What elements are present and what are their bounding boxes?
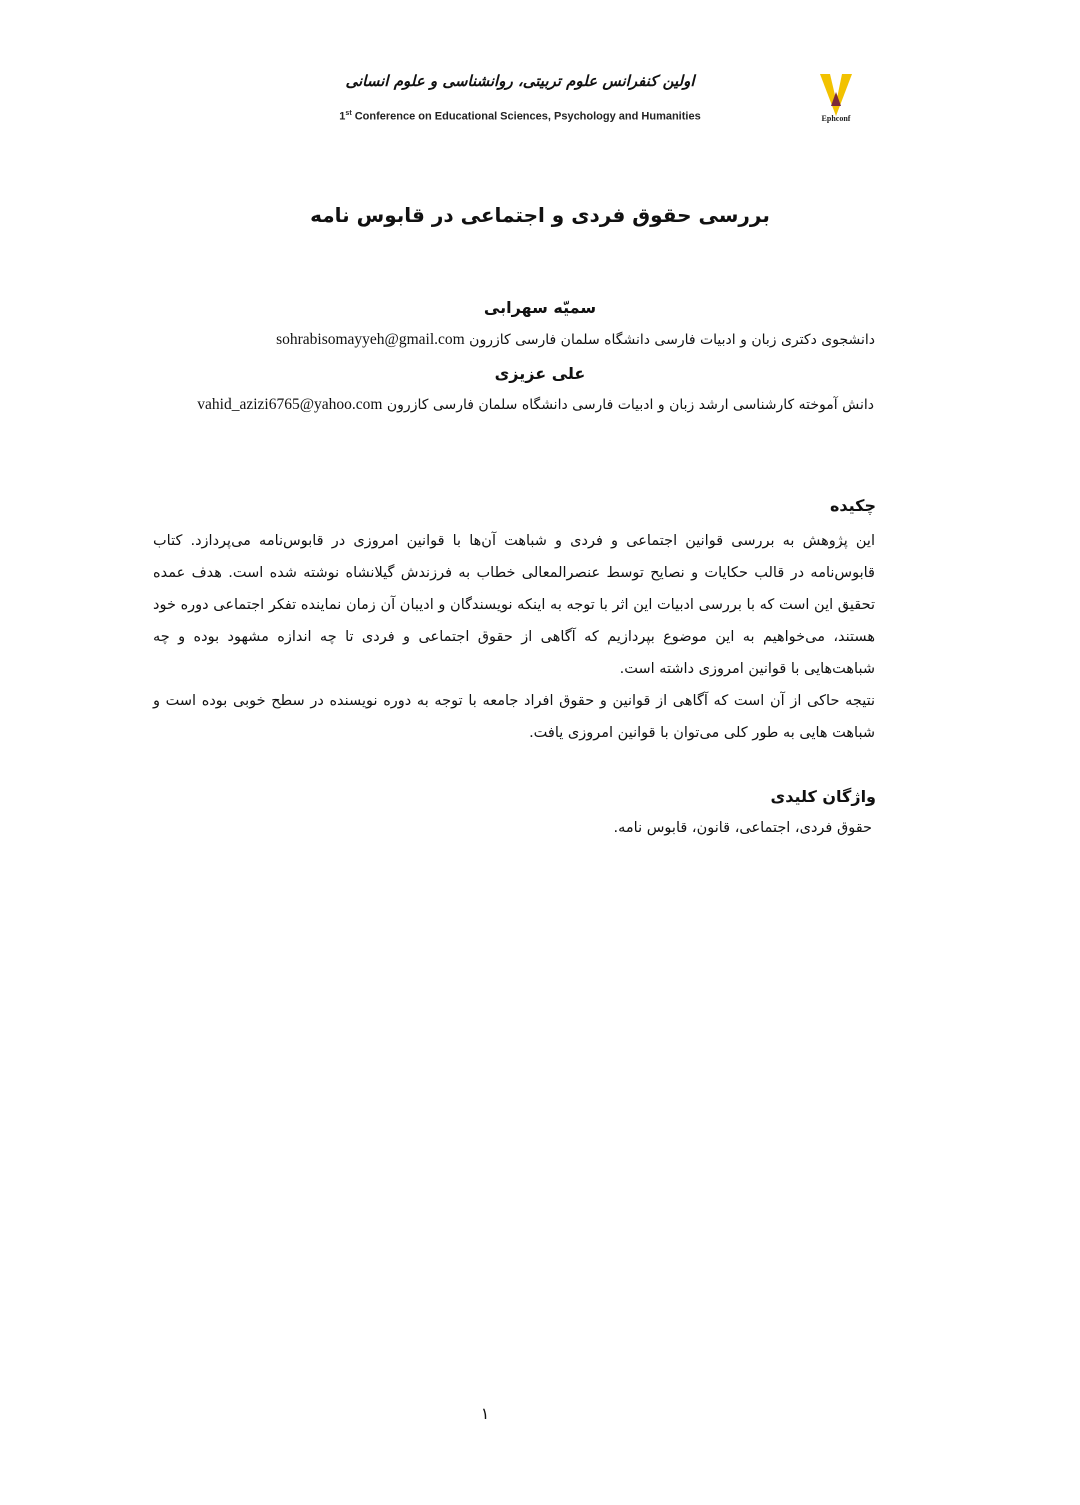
keywords-heading: واژگان کلیدی	[770, 787, 876, 806]
logo-text: Ephconf	[821, 114, 851, 123]
author-email-1[interactable]: sohrabisomayyeh@gmail.com	[276, 331, 465, 348]
conference-title-fa: اولین کنفرانس علوم تربیتی، روانشناسی و علوم انسانی	[345, 72, 695, 90]
conference-ordinal-number: 1	[339, 110, 346, 123]
paper-title: بررسی حقوق فردی و اجتماعی در قابوس نامه	[310, 203, 770, 227]
author-affiliation-1	[276, 331, 875, 349]
keywords-text: حقوق فردی، اجتماعی، قانون، قابوس نامه.	[613, 820, 872, 836]
conference-title-en-text: Conference on Educational Sciences, Psychology and Humanities	[351, 110, 701, 123]
affiliation-text-1: دانشجوی دکتری زبان و ادبیات فارسی دانشگاه سلمان فارسی کازرون	[469, 332, 875, 348]
conference-ordinal-suffix: st	[345, 110, 352, 117]
conference-title-en	[300, 110, 740, 123]
author-name-1: سمیّه سهرابی	[483, 298, 597, 317]
author-email-2[interactable]: vahid_azizi6765@yahoo.com	[197, 396, 383, 413]
affiliation-text-2: دانش آموخته کارشناسی ارشد زبان و ادبیات فارسی دانشگاه سلمان فارسی کازرون	[386, 397, 874, 413]
author-affiliation-2	[197, 396, 874, 414]
abstract-paragraph-1: این پژوهش به بررسی قوانین اجتماعی و فردی و شباهت آن‌ها با قوانین امروزی در قابوس‌نامه می‌پردازد. کتاب قابوس‌نامه در قالب حکایات و نصایح توسط عنصرالمعالی خطاب به فرزندش گیلانشاه نوشته شده است. هدف عمده تحقیق این است که با بررسی ادبیات این اثر با توجه به اینکه نویسندگان و ادیبان آن زمان نماینده تفکر اجتماعی دوره خود هستند، می‌خواهیم به این موضوع بپردازیم که آگاهی از حقوق اجتماعی و فردی تا چه اندازه مشهود بوده و چه شباهت‌هایی با قوانین امروزی داشته است.	[153, 533, 875, 677]
abstract-heading: چکیده	[829, 496, 876, 515]
page-number: ۱	[480, 1404, 490, 1423]
author-name-2: علی عزیزی	[494, 364, 586, 383]
abstract-paragraph-2: نتیجه حاکی از آن است که آگاهی از قوانین و حقوق افراد جامعه با توجه به دوره نویسنده در سطح خوبی بوده است و شباهت هایی به طور کلی می‌توان با قوانین امروزی یافت.	[153, 693, 875, 741]
